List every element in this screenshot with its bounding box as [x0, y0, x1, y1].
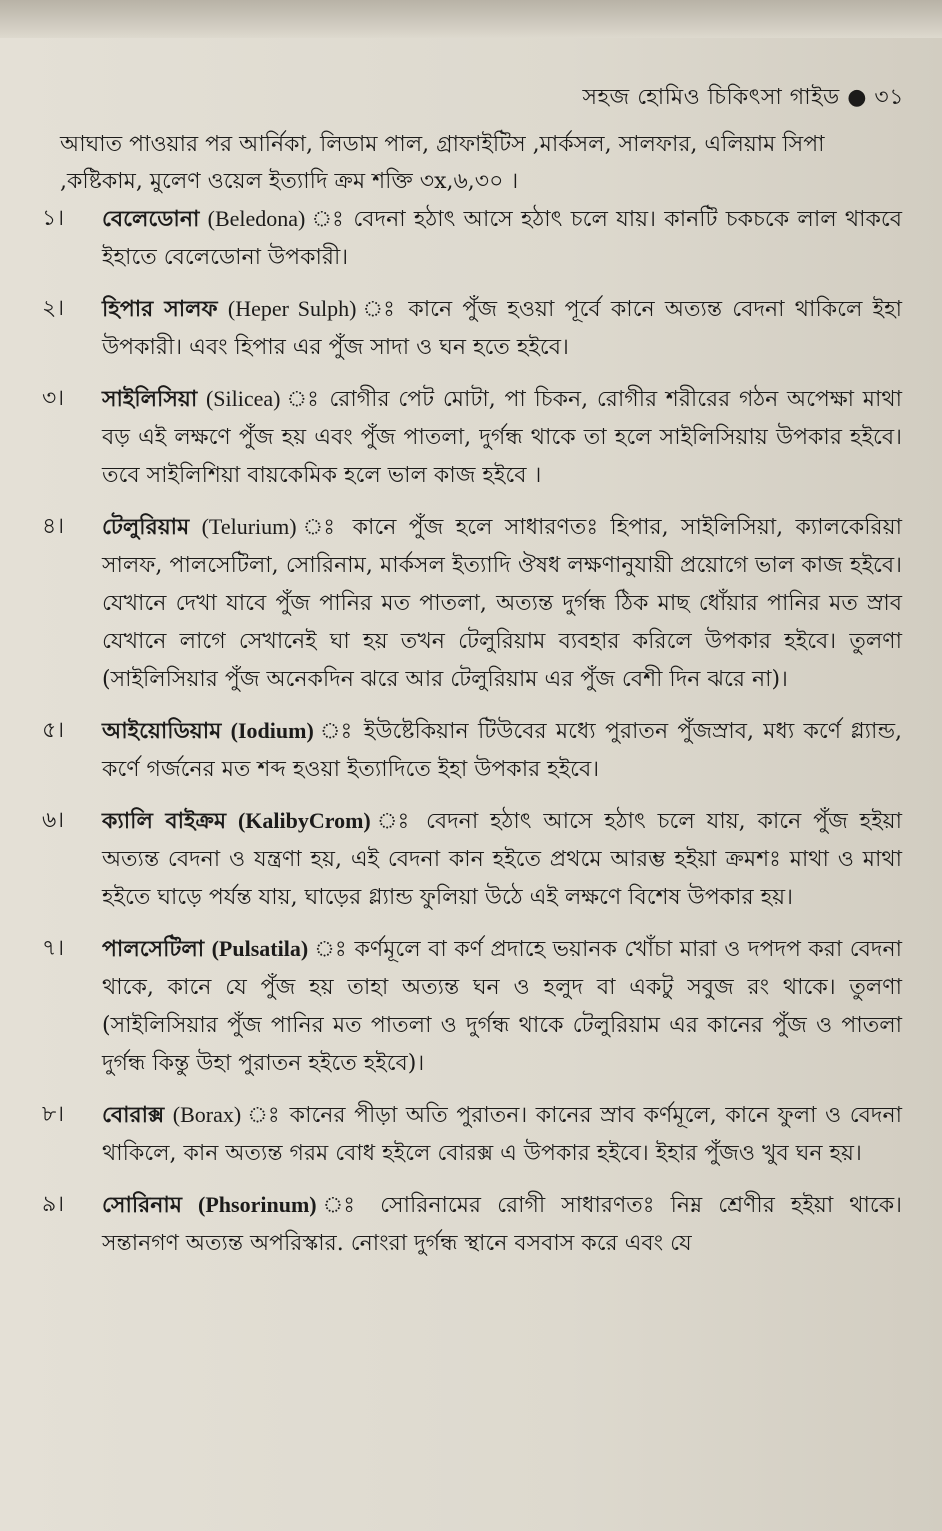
remedy-description: ঃ কানে পুঁজ হলে সাধারণতঃ হিপার, সাইলিসিয়া, ক্যালকেরিয়া সালফ, পালসেটিলা, সোরিনাম, মার্কসল ইত্যাদি ঔষধ লক্ষণানুযায়ী প্রয়োগে ভাল কাজ হইবে। যেখানে দেখা যাবে পুঁজ পানির মত পাতলা, অত্যন্ত দুর্গন্ধ ঠিক মাছ ধোঁয়ার পানির মত স্রাব যেখানে লাগে সেখানেই ঘা হয় তখন টেলুরিয়াম ব্যবহার করিলে উপকার হইবে। তুলণা (সাইলিসিয়ার পুঁজ অনেকদিন ঝরে আর টেলুরিয়াম এর পুঁজ বেশী দিন ঝরে না)। — [102, 515, 902, 692]
entry-body — [102, 200, 902, 277]
remedy-description: ঃ কর্ণমূলে বা কর্ণ প্রদাহে ভয়ানক খোঁচা মারা ও দপদপ করা বেদনা থাকে, কানে যে পুঁজ হয় তাহা অত্যন্ত ঘন ও হলুদ বা একটু সবুজ রং থাকে। তুলণা (সাইলিসিয়ার পুঁজ পানির মত পাতলা ও দুর্গন্ধ থাকে টেলুরিয়াম এর কানের পুঁজ ও পাতলা দুর্গন্ধ কিন্তু উহা পুরাতন হইতে হইবে)। — [102, 937, 902, 1076]
remedy-list — [42, 200, 902, 1276]
remedy-latin: (Telurium) — [201, 514, 297, 539]
remedy-entry — [42, 200, 902, 277]
remedy-name: সাইলিসিয়া — [102, 386, 198, 412]
remedy-entry — [42, 1186, 902, 1263]
remedy-name: টেলুরিয়াম — [102, 514, 190, 540]
entry-number: ৯। — [42, 1192, 65, 1217]
entry-number: ৩। — [42, 386, 65, 411]
remedy-entry — [42, 380, 902, 495]
entry-number: ২। — [42, 296, 65, 321]
remedy-latin: (Beledona) — [207, 206, 306, 231]
remedy-latin: (KalibyCrom) — [237, 808, 371, 833]
remedy-description: ঃ কানের পীড়া অতি পুরাতন। কানের স্রাব কর্ণমূলে, কানে ফুলা ও বেদনা থাকিলে, কান অত্যন্ত গরম বোধ হইলে বোরক্স এ উপকার হইবে। ইহার পুঁজও খুব ঘন হয়। — [102, 1103, 902, 1166]
entry-number: ১। — [42, 206, 65, 231]
entry-number: ৭। — [42, 936, 65, 961]
entry-body — [102, 1186, 902, 1263]
remedy-latin: (Pulsatila) — [211, 936, 309, 961]
remedy-description: ঃ রোগীর পেট মোটা, পা চিকন, রোগীর শরীরের গঠন অপেক্ষা মাথা বড় এই লক্ষণে পুঁজ হয় এবং পুঁজ পাতলা, দুর্গন্ধ থাকে তা হলে সাইলিসিয়ায় উপকার হইবে। তবে সাইলিশিয়া বায়কেমিক হলে ভাল কাজ হইবে । — [102, 387, 902, 488]
remedy-entry — [42, 802, 902, 917]
entry-body — [102, 508, 902, 699]
remedy-name: বেলেডোনা — [102, 206, 200, 232]
remedy-description: ঃ বেদনা হঠাৎ আসে হঠাৎ চলে যায়, কানে পুঁজ হইয়া অত্যন্ত বেদনা ও যন্ত্রণা হয়, এই বেদনা কান হইতে প্রথমে আরম্ভ হইয়া ক্রমশঃ মাথা ও মাথা হইতে ঘাড়ে পর্যন্ত যায়, ঘাড়ের গ্ল্যান্ড ফুলিয়া উঠে এই লক্ষণে বিশেষ উপকার হয়। — [102, 809, 902, 910]
remedy-description: ঃ সোরিনামের রোগী সাধারণতঃ নিম্ন শ্রেণীর হইয়া থাকে। সন্তানগণ অত্যন্ত অপরিস্কার. নোংরা দুর্গন্ধ স্থানে বসবাস করে এবং যে — [102, 1193, 902, 1256]
entry-body — [102, 712, 902, 789]
remedy-latin: (Silicea) — [205, 386, 281, 411]
remedy-name: আইয়োডিয়াম — [102, 718, 222, 744]
remedy-name: ক্যালি বাইক্রম — [102, 808, 227, 834]
entry-number: ৫। — [42, 718, 65, 743]
remedy-latin: (Heper Sulph) — [227, 296, 357, 321]
entry-body — [102, 1096, 902, 1173]
entry-body — [102, 380, 902, 495]
entry-number: ৮। — [42, 1102, 65, 1127]
remedy-entry — [42, 508, 902, 699]
remedy-entry — [42, 712, 902, 789]
remedy-description: ঃ বেদনা হঠাৎ আসে হঠাৎ চলে যায়। কানটি চকচকে লাল থাকবে ইহাতে বেলেডোনা উপকারী। — [102, 207, 902, 270]
entry-body — [102, 290, 902, 367]
remedy-latin: (Borax) — [172, 1102, 242, 1127]
previous-page-edge — [0, 0, 942, 38]
entry-number: ৬। — [42, 808, 65, 833]
entry-number: ৪। — [42, 514, 65, 539]
remedy-latin: (Iodium) — [230, 718, 314, 743]
remedy-description: ঃ কানে পুঁজ হওয়া পূর্বে কানে অত্যন্ত বেদনা থাকিলে ইহা উপকারী। এবং হিপার এর পুঁজ সাদা ও ঘন হতে হইবে। — [102, 297, 903, 360]
running-header: সহজ হোমিও চিকিৎসা গাইড ● ৩১ — [582, 85, 904, 110]
remedy-entry — [42, 930, 902, 1083]
remedy-name: বোরাক্স — [102, 1102, 165, 1128]
intro-paragraph: আঘাত পাওয়ার পর আর্নিকা, লিডাম পাল, গ্রাফাইটিস ,মার্কসল, সালফার, এলিয়াম সিপা ,কষ্টিকাম, মুলেণ ওয়েল ইত্যাদি ক্রম শক্তি ৩x,৬,৩০ । — [60, 132, 825, 194]
remedy-entry — [42, 1096, 902, 1173]
remedy-name: পালসেটিলা — [102, 936, 205, 962]
entry-body — [102, 802, 902, 917]
remedy-name: হিপার সালফ — [102, 296, 218, 322]
remedy-name: সোরিনাম — [102, 1192, 182, 1218]
remedy-description: ঃ ইউষ্টেকিয়ান টিউবের মধ্যে পুরাতন পুঁজস্রাব, মধ্য কর্ণে গ্ল্যান্ড, কর্ণে গর্জনের মত শব্দ হওয়া ইত্যাদিতে ইহা উপকার হইবে। — [102, 719, 902, 782]
entry-body — [102, 930, 902, 1083]
remedy-entry — [42, 290, 902, 367]
remedy-latin: (Phsorinum) — [198, 1192, 317, 1217]
